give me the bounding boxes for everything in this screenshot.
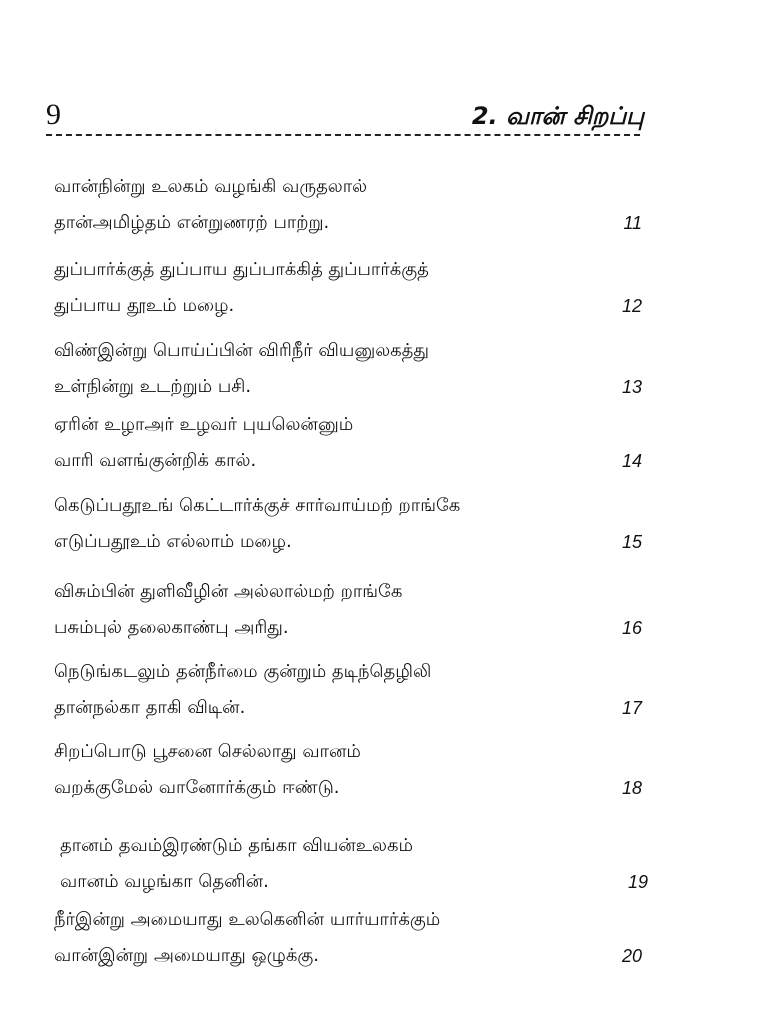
verse-line: தான்நல்கா தாகி விடின்.	[54, 697, 246, 718]
verse-number: 13	[621, 377, 642, 397]
verse-line: தானம் தவம்இரண்டும் தங்கா வியன்உலகம்	[60, 835, 413, 856]
verse-line: விண்இன்று பொய்ப்பின் விரிநீர் வியனுலகத்து	[54, 340, 430, 361]
verse-number: 15	[621, 532, 642, 552]
verse	[54, 908, 654, 980]
verse-number: 16	[621, 618, 642, 638]
verse	[54, 258, 654, 330]
verse-line: விசும்பின் துளிவீழின் அல்லால்மற் றாங்கே	[54, 581, 403, 602]
verse-line: பசும்புல் தலைகாண்பு அரிது.	[54, 617, 289, 638]
verse	[54, 580, 654, 652]
verse-line: வான்இன்று அமையாது ஒழுக்கு.	[54, 945, 319, 966]
verse	[54, 660, 654, 732]
verse-number: 17	[621, 698, 642, 718]
verse-line: நீர்இன்று அமையாது உலகெனின் யார்யார்க்கும்	[54, 909, 441, 930]
verse-line: சிறப்பொடு பூசனை செல்லாது வானம்	[54, 741, 361, 762]
verse-line: உள்நின்று உடற்றும் பசி.	[54, 376, 252, 397]
verse-number: 11	[623, 213, 642, 233]
verse-number: 19	[627, 872, 648, 892]
verse-line: தான்அமிழ்தம் என்றுணரற் பாற்று.	[54, 212, 330, 233]
verse-line: ஏரின் உழாஅர் உழவர் புயலென்னும்	[54, 414, 354, 435]
verse	[54, 740, 654, 812]
verse-number: 12	[621, 296, 642, 316]
verse-line: நெடுங்கடலும் தன்நீர்மை குன்றும் தடிந்தெழிலி	[54, 661, 432, 682]
verse-line: எடுப்பதூஉம் எல்லாம் மழை.	[54, 531, 292, 552]
verse-line: வானம் வழங்கா தெனின்.	[60, 871, 269, 892]
verse-number: 20	[621, 946, 642, 966]
verse-line: வறக்குமேல் வானோர்க்கும் ஈண்டு.	[54, 777, 340, 798]
verse	[54, 413, 654, 485]
verse-line: வான்நின்று உலகம் வழங்கி வருதலால்	[54, 176, 368, 197]
verse	[54, 175, 654, 247]
header-divider	[46, 134, 640, 136]
verse	[54, 339, 654, 411]
verse-line: கெடுப்பதூஉங் கெட்டார்க்குச் சார்வாய்மற் றாங்கே	[54, 495, 461, 516]
verse-number: 18	[621, 778, 642, 798]
verse-line: துப்பாய தூஉம் மழை.	[54, 295, 235, 316]
page-number: 9	[46, 98, 61, 131]
verse	[54, 494, 654, 566]
verse	[60, 834, 660, 906]
verse-line: வாரி வளங்குன்றிக் கால்.	[54, 450, 257, 471]
verse-number: 14	[621, 451, 642, 471]
chapter-title: 2. வான் சிறப்பு	[471, 102, 644, 130]
verse-line: துப்பார்க்குத் துப்பாய துப்பாக்கித் துப்பார்க்குத்	[54, 259, 429, 280]
